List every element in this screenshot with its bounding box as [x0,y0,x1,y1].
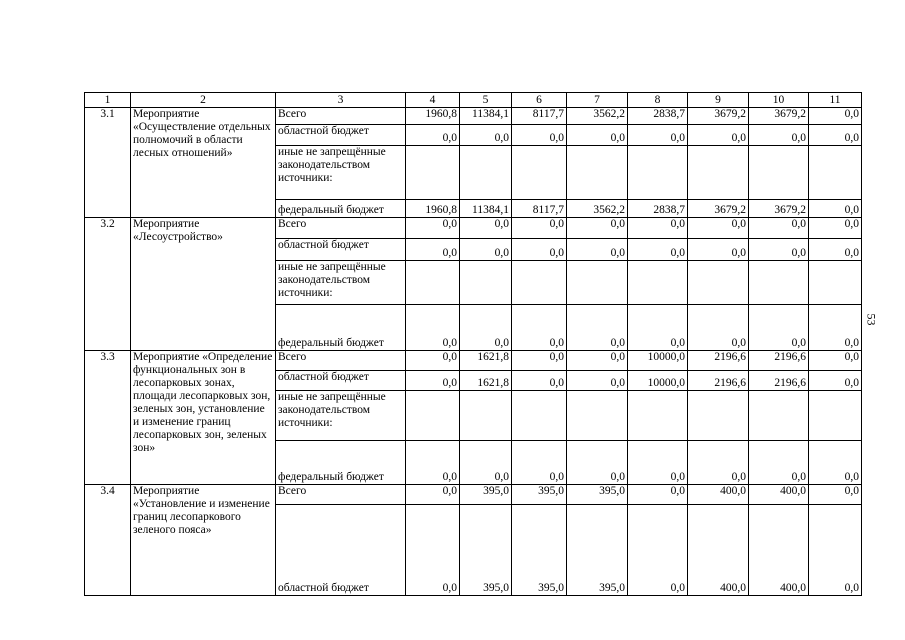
value-cell: 0,0 [512,371,567,391]
value-cell: 0,0 [749,218,809,239]
budget-table [84,92,862,596]
value-cell: 0,0 [628,485,688,505]
funding-source: областной бюджет [276,125,406,146]
value-cell: 0,0 [628,441,688,485]
value-cell: 0,0 [628,305,688,351]
header-cell: 8 [628,93,688,108]
value-cell: 0,0 [567,239,628,261]
value-cell: 395,0 [512,505,567,596]
row-index: 3.4 [85,485,131,596]
value-cell [406,261,460,305]
value-cell: 0,0 [460,239,512,261]
value-cell [749,146,809,200]
value-cell: 0,0 [567,218,628,239]
value-cell: 11384,1 [460,108,512,125]
value-cell: 1621,8 [460,351,512,371]
value-cell [688,391,749,441]
value-cell: 8117,7 [512,200,567,218]
row-index: 3.2 [85,218,131,351]
value-cell: 0,0 [688,441,749,485]
value-cell: 400,0 [749,485,809,505]
value-cell: 3562,2 [567,108,628,125]
header-cell: 9 [688,93,749,108]
value-cell [406,146,460,200]
value-cell: 0,0 [406,218,460,239]
funding-source: областной бюджет [276,505,406,596]
value-cell: 8117,7 [512,108,567,125]
value-cell: 0,0 [567,125,628,146]
value-cell: 3679,2 [749,200,809,218]
value-cell: 0,0 [809,200,862,218]
value-cell: 2196,6 [688,351,749,371]
value-cell: 0,0 [688,239,749,261]
value-cell: 400,0 [688,505,749,596]
value-cell: 0,0 [460,125,512,146]
activity-name: Мероприятие «Осуществление отдельных полномочий в области лесных отношений» [131,108,276,218]
value-cell: 0,0 [809,108,862,125]
value-cell: 395,0 [460,505,512,596]
value-cell [749,261,809,305]
value-cell [406,391,460,441]
header-cell: 2 [131,93,276,108]
value-cell [460,146,512,200]
value-cell: 2196,6 [688,371,749,391]
value-cell [567,146,628,200]
value-cell: 0,0 [406,371,460,391]
funding-source: иные не запрещённые законодательством источники: [276,261,406,305]
value-cell [628,146,688,200]
header-cell: 3 [276,93,406,108]
value-cell: 0,0 [512,218,567,239]
value-cell: 0,0 [460,218,512,239]
value-cell [809,146,862,200]
value-cell: 0,0 [512,351,567,371]
funding-source: Всего [276,108,406,125]
value-cell: 395,0 [512,485,567,505]
value-cell: 0,0 [809,505,862,596]
value-cell: 11384,1 [460,200,512,218]
value-cell [512,261,567,305]
row-index: 3.3 [85,351,131,485]
value-cell: 0,0 [809,305,862,351]
value-cell: 0,0 [749,305,809,351]
header-cell: 6 [512,93,567,108]
funding-source: областной бюджет [276,239,406,261]
value-cell: 0,0 [460,441,512,485]
value-cell: 0,0 [406,505,460,596]
funding-source: иные не запрещённые законодательством источники: [276,391,406,441]
value-cell [567,391,628,441]
value-cell: 0,0 [749,125,809,146]
value-cell: 0,0 [688,218,749,239]
value-cell: 0,0 [628,505,688,596]
value-cell [460,261,512,305]
value-cell: 0,0 [809,239,862,261]
table-row [85,218,862,239]
value-cell: 0,0 [512,305,567,351]
value-cell: 0,0 [688,125,749,146]
value-cell: 0,0 [749,441,809,485]
funding-source: Всего [276,218,406,239]
table-row [85,108,862,125]
value-cell: 0,0 [460,305,512,351]
value-cell: 0,0 [809,218,862,239]
value-cell [460,391,512,441]
funding-source: федеральный бюджет [276,441,406,485]
value-cell: 0,0 [567,351,628,371]
value-cell: 0,0 [809,371,862,391]
value-cell: 3679,2 [688,200,749,218]
value-cell: 0,0 [406,485,460,505]
value-cell: 3679,2 [749,108,809,125]
value-cell: 3562,2 [567,200,628,218]
value-cell [809,261,862,305]
table-row [85,485,862,505]
value-cell: 0,0 [567,305,628,351]
value-cell: 0,0 [809,441,862,485]
value-cell: 0,0 [567,441,628,485]
activity-name: Мероприятие «Лесоустройство» [131,218,276,351]
header-cell: 10 [749,93,809,108]
value-cell: 395,0 [567,485,628,505]
header-row [85,93,862,108]
value-cell: 0,0 [688,305,749,351]
funding-source: федеральный бюджет [276,305,406,351]
value-cell: 0,0 [567,371,628,391]
value-cell [749,391,809,441]
value-cell: 400,0 [749,505,809,596]
value-cell: 0,0 [406,305,460,351]
value-cell: 395,0 [567,505,628,596]
value-cell: 0,0 [406,125,460,146]
header-cell: 5 [460,93,512,108]
value-cell: 3679,2 [688,108,749,125]
value-cell: 0,0 [512,441,567,485]
header-cell: 11 [809,93,862,108]
value-cell: 0,0 [809,125,862,146]
value-cell: 400,0 [688,485,749,505]
funding-source: областной бюджет [276,371,406,391]
value-cell: 0,0 [628,218,688,239]
value-cell: 0,0 [809,351,862,371]
value-cell: 0,0 [512,239,567,261]
value-cell: 0,0 [628,239,688,261]
value-cell [809,391,862,441]
funding-source: Всего [276,351,406,371]
header-cell: 1 [85,93,131,108]
value-cell: 2838,7 [628,200,688,218]
value-cell: 0,0 [809,485,862,505]
value-cell: 1960,8 [406,108,460,125]
value-cell [688,261,749,305]
value-cell: 0,0 [628,125,688,146]
value-cell: 0,0 [406,441,460,485]
value-cell: 10000,0 [628,351,688,371]
value-cell: 0,0 [406,351,460,371]
value-cell [512,391,567,441]
header-cell: 7 [567,93,628,108]
value-cell [688,146,749,200]
page-number: 53 [864,313,879,326]
value-cell [628,391,688,441]
row-index: 3.1 [85,108,131,218]
value-cell: 2838,7 [628,108,688,125]
value-cell: 2196,6 [749,351,809,371]
header-cell: 4 [406,93,460,108]
value-cell: 0,0 [512,125,567,146]
value-cell: 0,0 [749,239,809,261]
value-cell: 395,0 [460,485,512,505]
value-cell: 1960,8 [406,200,460,218]
funding-source: иные не запрещённые законодательством источники: [276,146,406,200]
value-cell: 10000,0 [628,371,688,391]
value-cell: 0,0 [406,239,460,261]
value-cell [628,261,688,305]
value-cell: 1621,8 [460,371,512,391]
table-body [85,93,862,596]
activity-name: Мероприятие «Установление и изменение границ лесопаркового зеленого пояса» [131,485,276,596]
value-cell [512,146,567,200]
activity-name: Мероприятие «Определение функциональных зон в лесопарковых зонах, площади лесопарковых зон, зеленых зон, установление и изменение границ лесопарковых зон, зеленых зон» [131,351,276,485]
funding-source: Всего [276,485,406,505]
value-cell [567,261,628,305]
table-row [85,351,862,371]
funding-source: федеральный бюджет [276,200,406,218]
value-cell: 2196,6 [749,371,809,391]
